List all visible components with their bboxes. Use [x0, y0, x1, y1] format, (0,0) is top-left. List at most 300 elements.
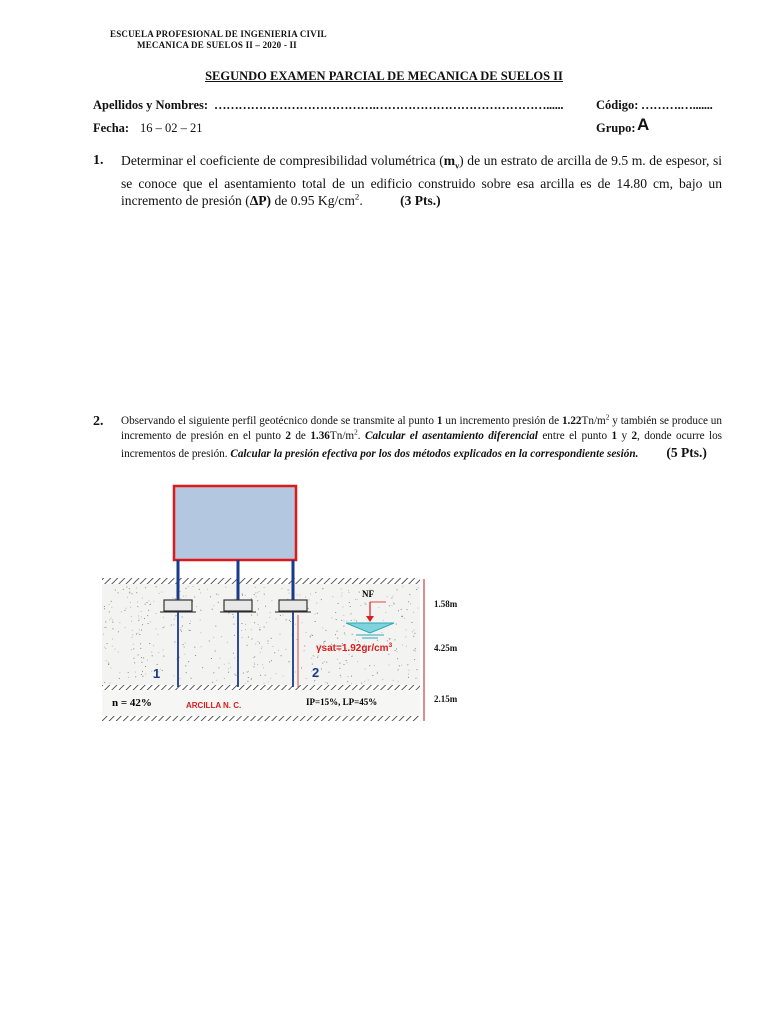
soil-speckle	[129, 593, 130, 594]
codigo-field[interactable]: ……….….......	[641, 98, 713, 112]
soil-speckle	[124, 610, 125, 611]
soil-speckle	[401, 616, 402, 617]
soil-speckle	[131, 616, 132, 617]
soil-speckle	[130, 607, 131, 608]
soil-speckle	[140, 648, 141, 649]
soil-speckle	[341, 677, 342, 678]
soil-speckle	[322, 663, 323, 664]
soil-speckle	[264, 594, 265, 595]
soil-speckle	[285, 649, 286, 650]
soil-speckle	[155, 629, 156, 630]
dimension-3: 2.15m	[434, 694, 458, 704]
soil-speckle	[344, 620, 345, 621]
soil-speckle	[271, 638, 272, 639]
soil-speckle	[175, 616, 176, 617]
q2-point-1: 1	[436, 415, 443, 427]
soil-speckle	[344, 664, 345, 665]
soil-speckle	[181, 627, 182, 628]
limits-label: IP=15%, LP=45%	[306, 697, 378, 707]
geotechnical-profile	[100, 475, 425, 727]
soil-speckle	[405, 636, 406, 637]
soil-speckle	[324, 661, 325, 662]
soil-speckle	[138, 620, 139, 621]
soil-speckle	[315, 621, 316, 622]
soil-speckle	[144, 618, 145, 619]
soil-speckle	[109, 619, 110, 620]
soil-speckle	[132, 593, 133, 594]
soil-speckle	[254, 656, 255, 657]
soil-speckle	[341, 620, 342, 621]
point-2-label: 2	[312, 665, 320, 680]
dimension-2: 4.25m	[434, 643, 458, 653]
soil-speckle	[252, 639, 253, 640]
soil-speckle	[119, 622, 120, 623]
soil-speckle	[104, 627, 105, 628]
soil-speckle	[257, 664, 258, 665]
soil-speckle	[148, 610, 149, 611]
soil-speckle	[257, 600, 258, 601]
soil-speckle	[304, 650, 305, 651]
soil-speckle	[251, 598, 252, 599]
soil-speckle	[358, 641, 359, 642]
soil-speckle	[351, 676, 352, 677]
soil-speckle	[127, 597, 128, 598]
soil-speckle	[121, 611, 122, 612]
soil-speckle	[145, 587, 146, 588]
soil-speckle	[108, 664, 109, 665]
soil-speckle	[137, 602, 138, 603]
soil-speckle	[141, 611, 142, 612]
soil-speckle	[157, 664, 158, 665]
soil-speckle	[213, 672, 214, 673]
soil-speckle	[364, 681, 365, 682]
soil-speckle	[297, 594, 298, 595]
soil-speckle	[180, 598, 181, 599]
soil-speckle	[145, 674, 146, 675]
soil-speckle	[325, 682, 326, 683]
soil-speckle	[251, 615, 252, 616]
soil-speckle	[243, 673, 244, 674]
soil-speckle	[418, 608, 419, 609]
soil-speckle	[272, 646, 273, 647]
soil-speckle	[255, 644, 256, 645]
soil-speckle	[181, 631, 182, 632]
soil-speckle	[407, 664, 408, 665]
soil-speckle	[326, 662, 327, 663]
soil-speckle	[329, 672, 330, 673]
soil-speckle	[397, 589, 398, 590]
soil-speckle	[123, 589, 124, 590]
soil-speckle	[202, 667, 203, 668]
soil-speckle	[411, 622, 412, 623]
soil-speckle	[186, 672, 187, 673]
soil-speckle	[356, 621, 357, 622]
soil-speckle	[406, 629, 407, 630]
soil-speckle	[355, 599, 356, 600]
q2-sup-2: 2	[354, 428, 358, 437]
soil-speckle	[357, 599, 358, 600]
soil-speckle	[268, 643, 269, 644]
soil-speckle	[416, 589, 417, 590]
soil-speckle	[107, 643, 108, 644]
soil-speckle	[374, 665, 375, 666]
soil-speckle	[414, 659, 415, 660]
soil-speckle	[352, 634, 353, 635]
soil-speckle	[136, 634, 137, 635]
soil-speckle	[282, 615, 283, 616]
soil-speckle	[414, 633, 415, 634]
soil-speckle	[135, 672, 136, 673]
soil-speckle	[234, 657, 235, 658]
soil-speckle	[218, 594, 219, 595]
q2-point-2b: 2	[631, 430, 638, 443]
q2-text-g: y	[617, 430, 632, 443]
codigo-label: Código:	[596, 98, 639, 112]
q2-text-e: .	[357, 430, 365, 443]
soil-speckle	[343, 607, 344, 608]
soil-speckle	[301, 667, 302, 668]
soil-speckle	[133, 644, 134, 645]
soil-speckle	[382, 679, 383, 680]
soil-speckle	[351, 683, 352, 684]
soil-speckle	[180, 629, 181, 630]
soil-speckle	[289, 620, 290, 621]
soil-speckle	[254, 664, 255, 665]
soil-speckle	[282, 588, 283, 589]
soil-speckle	[395, 639, 396, 640]
gamma-sat-text: γsat=1.92gr/cm	[316, 643, 389, 654]
soil-speckle	[186, 588, 187, 589]
soil-speckle	[173, 624, 174, 625]
soil-speckle	[134, 662, 135, 663]
soil-speckle	[182, 625, 183, 626]
soil-speckle	[131, 649, 132, 650]
soil-speckle	[174, 641, 175, 642]
soil-speckle	[247, 645, 248, 646]
soil-speckle	[253, 657, 254, 658]
soil-speckle	[355, 640, 356, 641]
soil-speckle	[248, 637, 249, 638]
soil-speckle	[408, 677, 409, 678]
soil-speckle	[248, 677, 249, 678]
soil-speckle	[281, 655, 282, 656]
fecha-value: 16 – 02 – 21	[140, 121, 203, 135]
soil-speckle	[141, 630, 142, 631]
soil-speckle	[211, 658, 212, 659]
soil-speckle	[260, 629, 261, 630]
soil-speckle	[337, 631, 338, 632]
soil-speckle	[164, 626, 165, 627]
soil-speckle	[377, 673, 378, 674]
soil-speckle	[245, 624, 246, 625]
soil-speckle	[227, 642, 228, 643]
soil-speckle	[278, 650, 279, 651]
soil-speckle	[308, 608, 309, 609]
soil-speckle	[212, 609, 213, 610]
question-2-number: 2.	[93, 414, 104, 429]
soil-speckle	[310, 636, 311, 637]
soil-speckle	[265, 675, 266, 676]
soil-speckle	[389, 639, 390, 640]
soil-speckle	[365, 603, 366, 604]
soil-speckle	[302, 622, 303, 623]
soil-speckle	[408, 674, 409, 675]
nf-label: NF	[362, 589, 374, 599]
soil-speckle	[137, 606, 138, 607]
soil-speckle	[280, 634, 281, 635]
soil-speckle	[404, 618, 405, 619]
soil-speckle	[351, 656, 352, 657]
soil-speckle	[280, 615, 281, 616]
soil-speckle	[335, 612, 336, 613]
soil-speckle	[254, 594, 255, 595]
soil-speckle	[213, 605, 214, 606]
soil-speckle	[342, 593, 343, 594]
soil-speckle	[340, 675, 341, 676]
soil-speckle	[310, 637, 311, 638]
soil-speckle	[215, 626, 216, 627]
soil-speckle	[343, 615, 344, 616]
soil-speckle	[346, 621, 347, 622]
soil-speckle	[324, 641, 325, 642]
soil-speckle	[398, 669, 399, 670]
soil-speckle	[413, 636, 414, 637]
soil-speckle	[105, 648, 106, 649]
soil-speckle	[257, 592, 258, 593]
soil-speckle	[365, 669, 366, 670]
soil-speckle	[389, 605, 390, 606]
soil-speckle	[348, 590, 349, 591]
soil-speckle	[248, 671, 249, 672]
soil-speckle	[118, 631, 119, 632]
soil-speckle	[112, 619, 113, 620]
soil-speckle	[366, 604, 367, 605]
soil-speckle	[209, 641, 210, 642]
soil-speckle	[378, 607, 379, 608]
soil-speckle	[180, 591, 181, 592]
soil-speckle	[199, 589, 200, 590]
soil-speckle	[377, 640, 378, 641]
soil-speckle	[159, 593, 160, 594]
soil-speckle	[109, 611, 110, 612]
soil-speckle	[157, 634, 158, 635]
q2-text-a: Observando el siguiente perfil geotécnico donde se transmite al punto	[121, 415, 437, 427]
grupo-value: A	[637, 115, 650, 134]
fecha-label: Fecha:	[93, 121, 130, 135]
soil-speckle	[397, 658, 398, 659]
soil-speckle	[135, 676, 136, 677]
soil-speckle	[361, 683, 362, 684]
soil-speckle	[194, 647, 195, 648]
soil-speckle	[349, 654, 350, 655]
soil-speckle	[406, 646, 407, 647]
soil-speckle	[196, 606, 197, 607]
soil-speckle	[402, 586, 403, 587]
soil-speckle	[112, 628, 113, 629]
soil-speckle	[260, 652, 261, 653]
soil-speckle	[189, 630, 190, 631]
soil-speckle	[416, 669, 417, 670]
soil-speckle	[210, 596, 211, 597]
clay-label: ARCILLA N. C.	[186, 701, 242, 710]
soil-speckle	[271, 660, 272, 661]
soil-speckle	[158, 652, 159, 653]
soil-speckle	[141, 616, 142, 617]
soil-speckle	[218, 602, 219, 603]
soil-speckle	[392, 605, 393, 606]
soil-speckle	[119, 672, 120, 673]
soil-speckle	[408, 670, 409, 671]
soil-speckle	[114, 649, 115, 650]
soil-speckle	[110, 683, 111, 684]
soil-speckle	[297, 639, 298, 640]
soil-speckle	[173, 675, 174, 676]
soil-speckle	[140, 643, 141, 644]
soil-speckle	[234, 635, 235, 636]
soil-speckle	[398, 681, 399, 682]
q1-sup: 2	[354, 191, 360, 202]
soil-speckle	[372, 675, 373, 676]
soil-speckle	[200, 593, 201, 594]
q2-bold-2: Calcular la presión efectiva por los dos métodos explicados en la correspondiente sesión.	[230, 447, 639, 460]
soil-speckle	[188, 661, 189, 662]
soil-speckle	[105, 621, 106, 622]
soil-speckle	[257, 615, 258, 616]
soil-speckle	[132, 630, 133, 631]
q2-text-d: de	[290, 430, 311, 443]
soil-speckle	[207, 589, 208, 590]
soil-speckle	[143, 657, 144, 658]
soil-speckle	[138, 615, 139, 616]
soil-speckle	[317, 613, 318, 614]
soil-speckle	[150, 604, 151, 605]
soil-speckle	[232, 614, 233, 615]
soil-speckle	[126, 587, 127, 588]
soil-speckle	[275, 618, 276, 619]
soil-speckle	[354, 619, 355, 620]
soil-speckle	[295, 672, 296, 673]
q2-points: (5 Pts.)	[666, 444, 707, 460]
soil-speckle	[377, 672, 378, 673]
question-2-text	[121, 414, 722, 462]
soil-speckle	[162, 670, 163, 671]
soil-speckle	[219, 658, 220, 659]
soil-speckle	[407, 609, 408, 610]
soil-speckle	[348, 681, 349, 682]
soil-speckle	[402, 644, 403, 645]
soil-speckle	[189, 623, 190, 624]
footing-middle	[224, 600, 252, 611]
soil-speckle	[337, 659, 338, 660]
soil-speckle	[190, 621, 191, 622]
soil-speckle	[128, 672, 129, 673]
soil-speckle	[236, 675, 237, 676]
q1-mv-sub: v	[455, 161, 460, 171]
q2-sup-1: 2	[605, 413, 610, 422]
soil-speckle	[195, 655, 196, 656]
soil-speckle	[129, 588, 130, 589]
soil-speckle	[142, 624, 143, 625]
soil-speckle	[148, 600, 149, 601]
soil-speckle	[397, 651, 398, 652]
soil-speckle	[108, 662, 109, 663]
soil-speckle	[258, 641, 259, 642]
soil-speckle	[115, 590, 116, 591]
soil-speckle	[321, 599, 322, 600]
soil-speckle	[318, 655, 319, 656]
building	[174, 486, 296, 560]
soil-speckle	[184, 654, 185, 655]
grupo-label: Grupo:	[596, 121, 636, 135]
soil-speckle	[247, 681, 248, 682]
soil-speckle	[251, 629, 252, 630]
soil-speckle	[235, 598, 236, 599]
soil-speckle	[242, 623, 243, 624]
soil-speckle	[264, 587, 265, 588]
soil-speckle	[133, 658, 134, 659]
soil-speckle	[139, 634, 140, 635]
soil-speckle	[345, 634, 346, 635]
question-1-number: 1.	[93, 153, 104, 168]
q2-text-b: un incremento presión de	[442, 415, 562, 427]
soil-speckle	[263, 667, 264, 668]
soil-speckle	[396, 648, 397, 649]
soil-speckle	[156, 586, 157, 587]
soil-speckle	[136, 588, 137, 589]
soil-speckle	[408, 601, 409, 602]
soil-speckle	[269, 661, 270, 662]
soil-speckle	[128, 677, 129, 678]
soil-speckle	[182, 617, 183, 618]
soil-speckle	[415, 651, 416, 652]
soil-speckle	[382, 632, 383, 633]
soil-speckle	[251, 679, 252, 680]
soil-speckle	[245, 629, 246, 630]
soil-speckle	[255, 593, 256, 594]
soil-speckle	[357, 661, 358, 662]
soil-speckle	[147, 660, 148, 661]
soil-speckle	[224, 664, 225, 665]
q2-value-2: 1.36	[310, 430, 330, 443]
soil-speckle	[270, 612, 271, 613]
soil-speckle	[271, 600, 272, 601]
soil-speckle	[262, 647, 263, 648]
soil-speckle	[242, 595, 243, 596]
exam-title: SEGUNDO EXAMEN PARCIAL DE MECANICA DE SUELOS II	[205, 69, 563, 83]
soil-speckle	[230, 667, 231, 668]
soil-speckle	[184, 647, 185, 648]
soil-speckle	[344, 633, 345, 634]
soil-speckle	[418, 587, 419, 588]
soil-speckle	[106, 660, 107, 661]
soil-speckle	[153, 601, 154, 602]
names-field[interactable]: ………………………………….……………………………………......	[214, 98, 564, 112]
gamma-sat-label	[316, 642, 393, 654]
soil-speckle	[332, 596, 333, 597]
soil-speckle	[201, 646, 202, 647]
soil-speckle	[112, 622, 113, 623]
soil-speckle	[111, 607, 112, 608]
soil-speckle	[409, 594, 410, 595]
soil-speckle	[183, 644, 184, 645]
soil-speckle	[245, 595, 246, 596]
soil-speckle	[258, 609, 259, 610]
soil-speckle	[174, 619, 175, 620]
soil-speckle	[395, 650, 396, 651]
soil-speckle	[365, 604, 366, 605]
soil-speckle	[132, 637, 133, 638]
soil-speckle	[258, 624, 259, 625]
